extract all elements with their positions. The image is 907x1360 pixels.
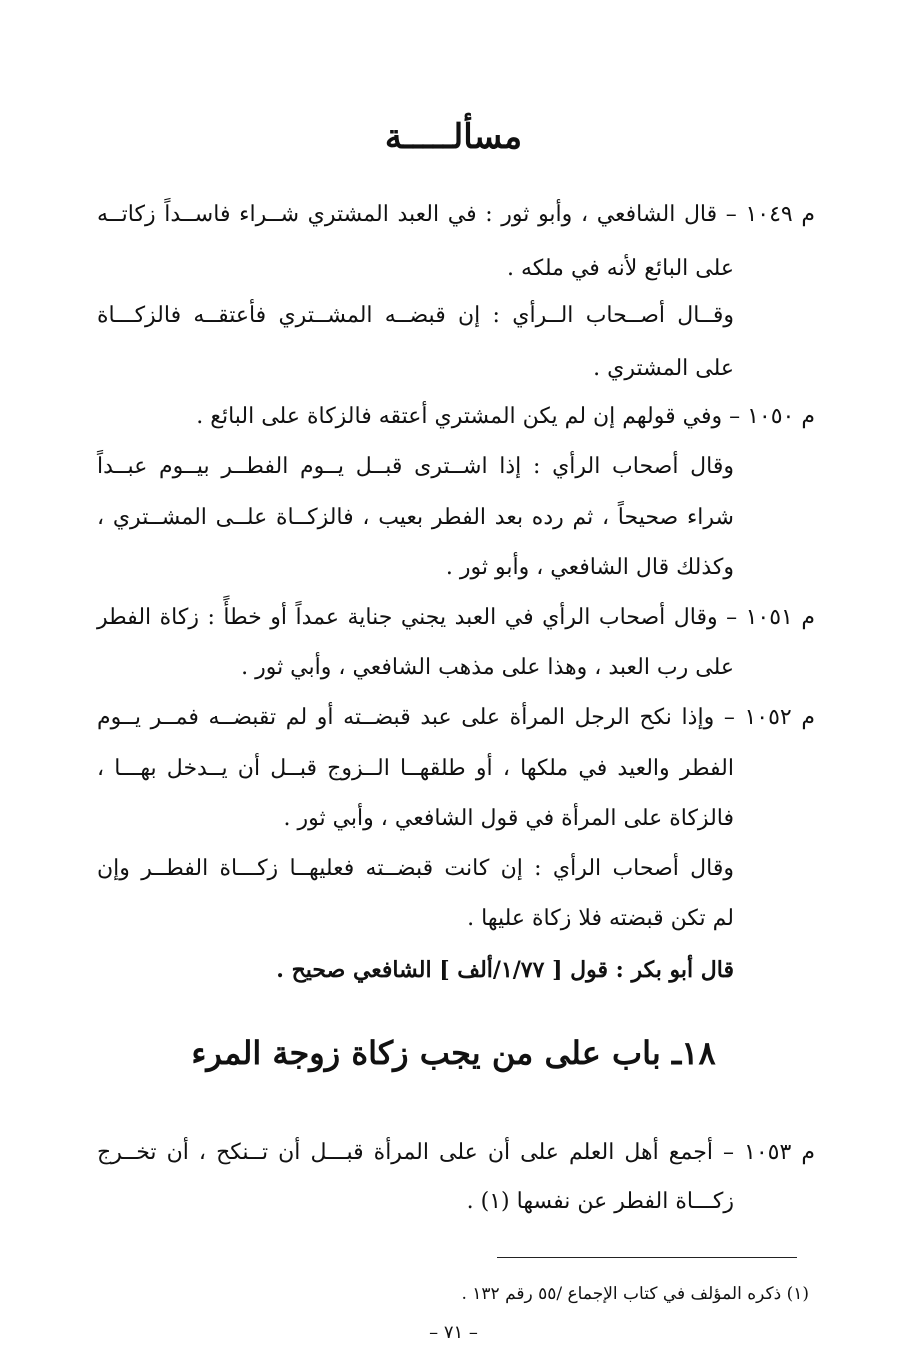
entry-1052-opinion-line-2: لم تكن قبضته فلا زكاة عليها . (467, 906, 734, 931)
abu-bakr-statement: قال أبو بكر : قول [ ١/٧٧/ألف ] الشافعي صحيح . (276, 957, 734, 983)
entry-1051-line-1: م ١٠٥١ – وقال أصحاب الرأي في العبد يجني جناية عمداً أو خطأً : زكاة الفطر (97, 605, 815, 630)
section-heading: ١٨ـ باب على من يجب زكاة زوجة المرء (191, 1034, 716, 1072)
entry-1050-line-1: م ١٠٥٠ – وفي قولهم إن لم يكن المشتري أعتقه فالزكاة على البائع . (196, 404, 815, 429)
entry-1049-opinion-line-2: على المشتري . (593, 356, 734, 381)
entry-1049-line-1: م ١٠٤٩ – قال الشافعي ، وأبو ثور : في العبد المشتري شــراء فاســداً زكاتــه (97, 202, 815, 227)
entry-1050-opinion-line-2: شراء صحيحاً ، ثم رده بعد الفطر بعيب ، فالزكــاة علــى المشــتري ، (97, 505, 734, 530)
entry-1049-opinion-line-1: وقــال أصــحاب الــرأي : إن قبضــه المشــتري فأعتقــه فالزكـــاة (97, 303, 734, 328)
entry-1052-line-1: م ١٠٥٢ – وإذا نكح الرجل المرأة على عبد قبضــته أو لم تقبضــه فمــر يــوم (97, 705, 815, 730)
entry-1049-line-2: على البائع لأنه في ملكه . (506, 256, 734, 281)
page-heading: مسألـــــة (384, 117, 523, 157)
footnote-separator (497, 1257, 797, 1258)
entry-1052-line-3: فالزكاة على المرأة في قول الشافعي ، وأبي ثور . (283, 806, 734, 831)
entry-1052-line-2: الفطر والعيد في ملكها ، أو طلقهــا الــزوج قبــل أن يــدخل بهـــا ، (97, 756, 734, 781)
entry-1053-line-1: م ١٠٥٣ – أجمع أهل العلم على أن على المرأة قبـــل أن تــنكح ، أن تخــرج (97, 1140, 815, 1165)
entry-1050-opinion-line-1: وقال أصحاب الرأي : إذا اشــترى قبــل يــوم الفطــر بيــوم عبــداً (97, 454, 734, 479)
entry-1051-line-2: على رب العبد ، وهذا على مذهب الشافعي ، وأبي ثور . (241, 655, 734, 680)
page-number: – ٧١ – (429, 1322, 478, 1343)
entry-1053-line-2: زكـــاة الفطر عن نفسها (١) . (466, 1189, 734, 1214)
entry-1050-opinion-line-3: وكذلك قال الشافعي ، وأبو ثور . (445, 555, 734, 580)
entry-1052-opinion-line-1: وقال أصحاب الرأي : إن كانت قبضــته فعليهــا زكـــاة الفطــر وإن (97, 856, 734, 881)
footnote: (١) ذكره المؤلف في كتاب الإجماع /٥٥ رقم ١٣٢ . (461, 1284, 809, 1304)
